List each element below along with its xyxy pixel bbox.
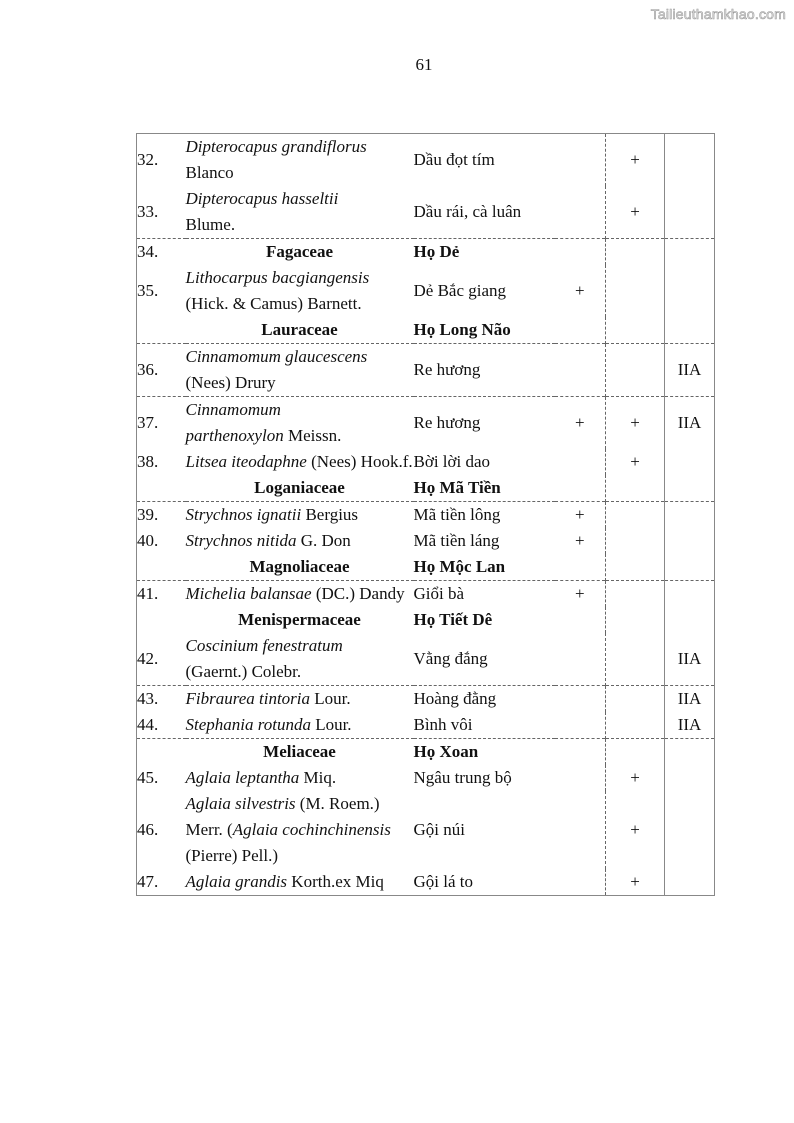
scientific-name: Dipterocapus grandiflorus Blanco: [186, 134, 414, 187]
row-number: 33.: [137, 202, 159, 221]
mark-col4: [606, 528, 665, 554]
family-vietnamese: Họ Tiết Dê: [413, 610, 493, 629]
family-vietnamese: Họ Mã Tiền: [413, 478, 501, 497]
row-number: 34.: [137, 239, 186, 266]
row-number: 42.: [137, 649, 159, 668]
mark-col3: [555, 633, 606, 686]
mark-col4: [606, 344, 665, 397]
status-col: [665, 581, 715, 608]
table-row: [137, 633, 715, 686]
mark-col3: [555, 686, 606, 713]
mark-col4: [606, 265, 665, 317]
vietnamese-name: Re hương: [414, 397, 555, 450]
family-latin: Loganiaceae: [254, 478, 345, 497]
status-col: [665, 791, 715, 869]
mark-col3: +: [574, 531, 585, 550]
mark-col4: [606, 686, 665, 713]
mark-col4: [606, 712, 665, 739]
family-latin: Fagaceae: [186, 239, 414, 266]
status-col: [665, 134, 715, 187]
row-number: 45.: [137, 768, 159, 787]
status-col: IIA: [665, 344, 715, 397]
row-number: 37.: [137, 397, 186, 450]
family-latin: Menispermaceae: [238, 610, 361, 629]
family-row: [137, 239, 715, 266]
mark-col4: +: [606, 869, 665, 896]
mark-col4: +: [606, 765, 665, 791]
vietnamese-name: Giổi bà: [414, 581, 555, 608]
mark-col3: [555, 449, 606, 475]
vietnamese-name: Dẻ Bắc giang: [413, 281, 507, 300]
species-table: [136, 133, 715, 896]
family-vietnamese: Họ Long Não: [413, 320, 511, 339]
vietnamese-name: Re hương: [414, 344, 555, 397]
scientific-name: Cinnamomum parthenoxylon Meissn.: [186, 397, 414, 450]
vietnamese-name: Hoàng đằng: [414, 686, 555, 713]
row-number: 40.: [137, 531, 159, 550]
table-row: [137, 528, 715, 554]
table-row: [137, 265, 715, 317]
scientific-name: Aglaia silvestris (M. Roem.) Merr. (Aglaia cochinchinensis (Pierre) Pell.): [185, 794, 391, 865]
row-number: 46.: [137, 820, 159, 839]
row-number: 38.: [137, 452, 159, 471]
table-row: [137, 449, 715, 475]
family-row: [137, 475, 715, 502]
vietnamese-name: Vằng đắng: [413, 649, 488, 668]
status-col: [665, 869, 715, 896]
mark-col3: [555, 186, 606, 239]
vietnamese-name: Dầu đọt tím: [414, 134, 555, 187]
mark-col4: [606, 633, 665, 686]
mark-col4: +: [606, 134, 665, 187]
mark-col3: [555, 712, 606, 739]
vietnamese-name: Bời lời dao: [413, 452, 491, 471]
family-vietnamese: Họ Mộc Lan: [413, 557, 506, 576]
vietnamese-name: Mã tiền lông: [414, 502, 555, 529]
scientific-name: Litsea iteodaphne (Nees) Hook.f.: [185, 452, 413, 471]
mark-col3: +: [555, 397, 606, 450]
status-col: [665, 265, 715, 317]
status-col: [665, 528, 715, 554]
mark-col4: +: [606, 186, 665, 239]
scientific-name: Aglaia leptantha Miq.: [185, 768, 337, 787]
table-row: [137, 791, 715, 869]
vietnamese-name: Mã tiền láng: [413, 531, 500, 550]
table-row: [137, 344, 715, 397]
mark-col4: +: [606, 791, 665, 869]
mark-col3: [555, 765, 606, 791]
mark-col3: [555, 791, 606, 869]
scientific-name: Dipterocapus hasseltii Blume.: [185, 189, 339, 234]
row-number: 36.: [137, 344, 186, 397]
mark-col3: +: [555, 581, 606, 608]
status-col: IIA: [665, 712, 715, 739]
row-number: 32.: [137, 134, 186, 187]
scientific-name: Coscinium fenestratum (Gaernt.) Colebr.: [185, 636, 343, 681]
table-row: [137, 581, 715, 608]
vietnamese-name: Gội lá to: [414, 869, 555, 896]
table-row: [137, 134, 715, 187]
row-number: 35.: [137, 281, 159, 300]
row-number: 44.: [137, 715, 159, 734]
status-col: IIA: [665, 397, 715, 450]
table-row: [137, 712, 715, 739]
status-col: [665, 502, 715, 529]
family-latin: Meliaceae: [186, 739, 414, 766]
page-number: 61: [415, 55, 433, 74]
row-number: 47.: [137, 869, 186, 896]
scientific-name: Fibraurea tintoria Lour.: [186, 686, 414, 713]
table-row: [137, 869, 715, 896]
scientific-name: Stephania rotunda Lour.: [185, 715, 352, 734]
mark-col3: +: [555, 502, 606, 529]
table-row: [137, 502, 715, 529]
family-latin: Magnoliaceae: [249, 557, 350, 576]
mark-col3: [555, 344, 606, 397]
row-number: 39.: [137, 502, 186, 529]
vietnamese-name: Bình vôi: [413, 715, 473, 734]
mark-col3: [555, 869, 606, 896]
family-vietnamese: Họ Dẻ: [414, 239, 555, 266]
vietnamese-name: Dầu rái, cà luân: [413, 202, 522, 221]
row-number: 41.: [137, 581, 186, 608]
mark-col3: +: [574, 281, 585, 300]
vietnamese-name: Gội núi: [413, 820, 465, 839]
row-number: 43.: [137, 686, 186, 713]
watermark: Tailieuthamkhao.com: [650, 6, 786, 22]
table-row: [137, 765, 715, 791]
scientific-name: Cinnamomum glaucescens (Nees) Drury: [186, 344, 414, 397]
table-row: [137, 186, 715, 239]
family-row: [137, 317, 715, 344]
status-col: [665, 449, 715, 475]
family-row: [137, 554, 715, 581]
scientific-name: Aglaia grandis Korth.ex Miq: [186, 869, 414, 896]
mark-col3: [555, 134, 606, 187]
family-row: [137, 607, 715, 633]
family-vietnamese: Họ Xoan: [414, 739, 555, 766]
table-row: [137, 686, 715, 713]
family-row: [137, 739, 715, 766]
mark-col4: +: [606, 449, 665, 475]
status-col: IIA: [665, 633, 715, 686]
status-col: [665, 765, 715, 791]
table-row: [137, 397, 715, 450]
scientific-name: Strychnos nitida G. Don: [185, 531, 351, 550]
scientific-name: Strychnos ignatii Bergius: [186, 502, 414, 529]
mark-col4: [606, 502, 665, 529]
mark-col4: [606, 581, 665, 608]
scientific-name: Michelia balansae (DC.) Dandy: [186, 581, 414, 608]
vietnamese-name: Ngâu trung bộ: [413, 768, 512, 787]
scientific-name: Lithocarpus bacgiangensis (Hick. & Camus) Barnett.: [185, 268, 370, 313]
status-col: IIA: [665, 686, 715, 713]
mark-col4: +: [606, 397, 665, 450]
family-latin: Lauraceae: [261, 320, 338, 339]
status-col: [665, 186, 715, 239]
